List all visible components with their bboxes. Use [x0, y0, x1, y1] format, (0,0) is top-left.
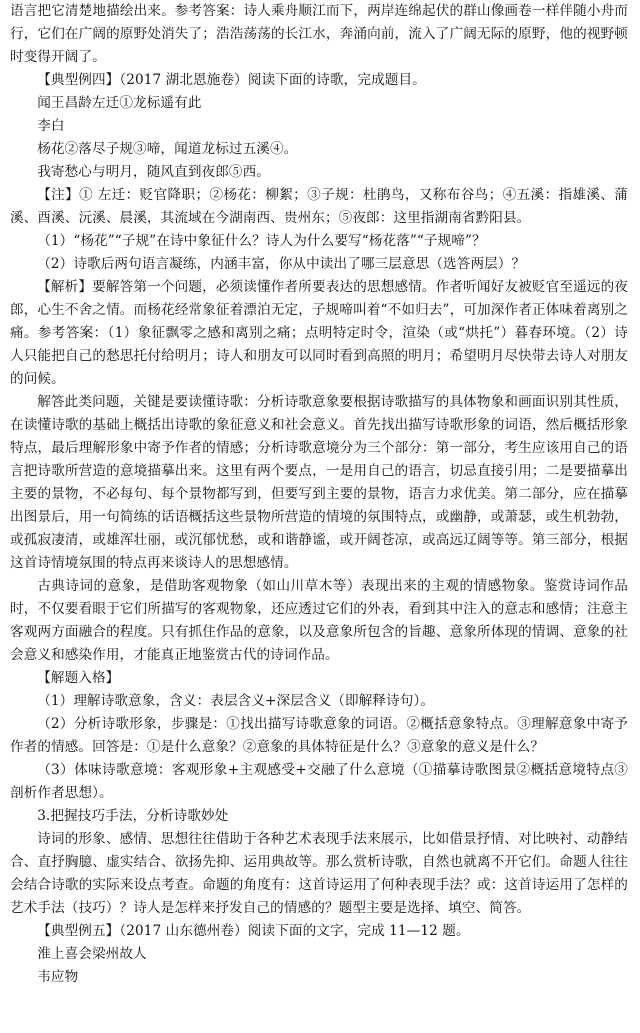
poem-author: 李白 — [37, 118, 65, 134]
example-four-heading: 【典型例四】（2017 湖北恩施卷）阅读下面的诗歌，完成题目。 — [37, 72, 426, 88]
question-2: （2）诗歌后两句语言凝练，内涵丰富，你从中读出了哪三层意思（选答两层）？ — [37, 256, 526, 272]
example-five-heading: 【典型例五】（2017 山东德州卷）阅读下面的文字，完成 11—12 题。 — [37, 923, 470, 939]
analysis-paragraph: 【解析】要解答第一个问题，必须读懂作者所要表达的思想感情。作者听闻好友被贬官至遥远的夜郎，心生不舍之情。而杨花经常象征着漂泊无定，子规啼叫着“不如归去”，可加深作者正体味着离别之痛。参考答案：（1）象征飘零之感和离别之痛；点明特定时令，渲染（或“烘托”）暮春环境。（2）诗人只能把自己的愁思托付给明月；诗人和朋友可以同时看到高照的明月；希望明月尽快带去诗人对朋友的问候。 — [10, 279, 628, 387]
imagery-paragraph: 古典诗词的意象，是借助客观物象（如山川草木等）表现出来的主观的情感物象。鉴赏诗词作品时，不仅要看眼于它们所描写的客观物象，还应透过它们的外表，看到其中注入的意志和感情；注意主客观两方面融合的程度。只有抓住作品的意象，以及意象所包含的旨趣、意象所体现的情调、意象的社会意义和感染作用，才能真正地鉴赏古代的诗词作品。 — [10, 578, 628, 663]
solving-step-3: （3）体味诗歌意境：客观形象+主观感受+交融了什么意境（①描摹诗歌图景②概括意境特点③剖析作者思想）。 — [10, 762, 628, 801]
method-paragraph: 解答此类问题，关键是要读懂诗歌：分析诗歌意象要根据诗歌描写的具体物象和画面识别其性质，在读懂诗歌的基础上概括出诗歌的象征意义和社会意义。首先找出描写诗歌形象的词语，然后概括形象特点，最后理解形象中寄予作者的情感；分析诗歌意境分为三个部分：第一部分，考生应该用自己的语言把诗歌所营造的意境描摹出来。这里有两个要点，一是用自己的语言，切忌直接引用；二是要描摹出主要的景物，不必每句、每个景物都写到，但要写到主要的景物，语言力求优美。第二部分，应在描摹出图景后，用一句简练的话语概括这些景物所营造的情境的氛围特点，或幽静，或萧瑟，或生机勃勃，或孤寂凄清，或雄浑壮丽，或沉郁忧愁，或和谐静谧，或开阔苍凉，或高远辽阔等等。第三部分，根据这首诗情境氛围的特点再来谈诗人的思想感情。 — [10, 394, 628, 571]
poem-line-1: 杨花②落尽子规③啼，闻道龙标过五溪④。 — [37, 141, 298, 157]
poem-notes: 【注】① 左迁：贬官降职；②杨花：柳絮；③子规：杜鹃鸟，又称布谷鸟；④五溪：指雄溪、蒲溪、酉溪、沅溪、晨溪，其流域在今湖南西、贵州东；⑤夜郎：这里指湖南省黔阳县。 — [10, 187, 628, 226]
solving-heading: 【解题入格】 — [37, 670, 120, 686]
techniques-paragraph: 诗词的形象、感情、思想往往借助于各种艺术表现手法来展示，比如借景抒情、对比映衬、动静结合、直抒胸臆、虚实结合、欲扬先抑、运用典故等。那么赏析诗歌，自然也就离不开它们。命题人往往会结合诗歌的实际来设点考查。命题的角度有：这首诗运用了何种表现手法？或：这首诗运用了怎样的艺术手法（技巧）？诗人是怎样来抒发自己的情感的？题型主要是选择、填空、简答。 — [10, 831, 628, 916]
solving-step-1: （1）理解诗歌意象，含义：表层含义+深层含义（即解释诗句）。 — [37, 693, 435, 709]
poem-2-title: 淮上喜会梁州故人 — [37, 946, 147, 962]
solving-step-2: （2）分析诗歌形象，步骤是：①找出描写诗歌意象的词语。②概括意象特点。③理解意象中寄予作者的情感。回答是：①是什么意象？②意象的具体特征是什么？③意象的意义是什么？ — [10, 716, 628, 755]
poem-2-author: 韦应物 — [37, 969, 79, 985]
poem-line-2: 我寄愁心与明月，随风直到夜郎⑤西。 — [37, 164, 270, 180]
section-3-heading: 3.把握技巧手法，分析诗歌妙处 — [37, 808, 229, 824]
question-1: （1）“杨花”“子规”在诗中象征什么？诗人为什么要写“杨花落”“子规啼”？ — [37, 233, 486, 249]
paragraph-answer-continuation: 语言把它清楚地描绘出来。参考答案：诗人乘舟顺江而下，两岸连绵起伏的群山像画卷一样伴随小舟而行，它们在广阔的原野处消失了；浩浩荡荡的长江水，奔涌向前，流入了广阔无际的原野，他的视野顿时变得开阔了。 — [10, 3, 628, 65]
poem-title: 闻王昌龄左迁①龙标遥有此 — [37, 95, 202, 111]
